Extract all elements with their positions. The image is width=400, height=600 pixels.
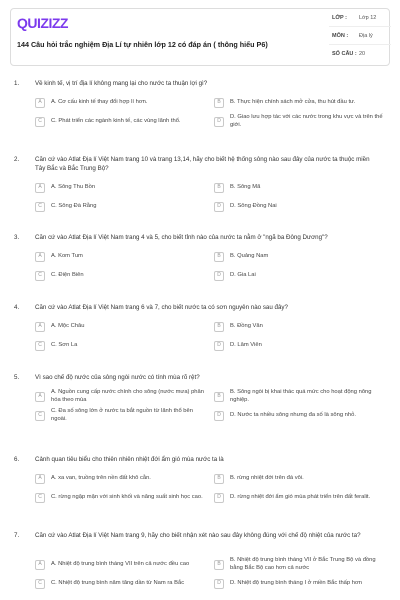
answer-text: D. Gia Lai <box>230 271 256 278</box>
question-number: 6. <box>14 456 20 463</box>
answer-text: D. Nước ta nhiều sông nhưng đa số là sông nhỏ. <box>230 411 356 418</box>
answer-text: C. Điện Biên <box>51 271 84 278</box>
answer-text: D. Lâm Viên <box>230 341 262 348</box>
answer-text: D. Sông Đồng Nai <box>230 202 277 209</box>
option-letter-box: C <box>35 411 45 421</box>
answer-grid <box>35 319 380 353</box>
answer-option-d[interactable] <box>214 114 384 129</box>
answer-text: B. rừng nhiệt đới trên đá vôi. <box>230 474 304 481</box>
question-number: 7. <box>14 532 20 539</box>
answer-text: C. Sông Đà Rằng <box>51 202 97 209</box>
meta-key: SỐ CÂU : <box>332 51 357 57</box>
answer-text: B. Thực hiện chính sách mở cửa, thu hút đầu tư. <box>230 98 356 105</box>
option-letter-box: D <box>214 493 224 503</box>
answer-option-c[interactable] <box>35 268 205 283</box>
question-text: Căn cứ vào Atlat Địa lí Việt Nam trang 10 và trang 13,14, hãy cho biết hệ thống sông nào sau đây của nước ta thuộc miền Tây Bắc và Bắc Trung Bộ? <box>35 156 370 172</box>
answer-text: C. Phát triển các ngành kinh tế, các vùng lãnh thổ. <box>51 117 181 124</box>
option-letter-box: A <box>35 392 45 402</box>
answer-option-b[interactable] <box>214 471 384 486</box>
answer-option-d[interactable] <box>214 268 384 283</box>
answer-option-b[interactable] <box>214 249 384 264</box>
answer-text: B. Sông Mã <box>230 183 261 190</box>
answer-text: D. Giao lưu hợp tác với các nước trong khu vực và trên thế giới. <box>230 114 383 128</box>
question-text: Căn cứ vào Atlat Địa lí Việt Nam trang 6 và 7, cho biết nước ta có sơn nguyên nào sau đây? <box>35 304 288 311</box>
option-letter-box: A <box>35 560 45 570</box>
answer-option-a[interactable] <box>35 95 205 110</box>
meta-value: Lớp 12 <box>359 14 377 21</box>
option-letter-box: B <box>214 183 224 193</box>
answer-option-b[interactable] <box>214 389 384 404</box>
answer-text: A. Kom Tum <box>51 252 83 259</box>
answer-text: A. Mộc Châu <box>51 322 85 329</box>
option-letter-box: C <box>35 341 45 351</box>
option-letter-box: C <box>35 493 45 503</box>
option-letter-box: C <box>35 117 45 127</box>
answer-grid <box>35 249 380 283</box>
answer-grid <box>35 471 380 505</box>
answer-text: A. Nhiệt độ trung bình tháng VII trên cả nước đều cao <box>51 560 190 567</box>
option-letter-box: B <box>214 560 224 570</box>
meta-value: 20 <box>359 51 366 57</box>
question-text: Căn cứ vào Atlat Địa lí Việt Nam trang 4 và 5, cho biết tỉnh nào của nước ta nằm ở "ngã ba Đông Dương"? <box>35 234 328 241</box>
answer-text: C. Sơn La <box>51 341 78 348</box>
answer-option-b[interactable] <box>214 95 384 110</box>
question-number: 3. <box>14 234 20 241</box>
answer-option-a[interactable] <box>35 180 205 195</box>
answer-option-d[interactable] <box>214 199 384 214</box>
answer-option-c[interactable] <box>35 338 205 353</box>
question-number: 4. <box>14 304 20 311</box>
answer-grid <box>35 95 383 129</box>
question-number: 2. <box>14 156 20 163</box>
answer-option-d[interactable] <box>214 490 384 505</box>
meta-value: Địa lý <box>359 32 373 39</box>
option-letter-box: D <box>214 411 224 421</box>
answer-option-d[interactable] <box>214 408 384 423</box>
option-letter-box: B <box>214 392 224 402</box>
answer-option-b[interactable] <box>214 319 384 334</box>
quizizz-logo: QUIZIZZ <box>17 15 68 31</box>
answer-text: B. Sông ngòi bị khai thác quá mức cho hoạt động nông nghiệp. <box>230 389 372 403</box>
option-letter-box: A <box>35 252 45 262</box>
answer-text: D. rừng nhiệt đới ẩm gió mùa phát triển trên đất feralit. <box>230 493 371 500</box>
page-title: 144 Câu hỏi trắc nghiệm Địa Lí tự nhiên lớp 12 có đáp án ( thông hiểu P6) <box>17 40 268 49</box>
answer-text: C. rừng ngập mặn với sinh khối và năng suất sinh học cao. <box>51 493 203 500</box>
answer-text: B. Quảng Nam <box>230 252 269 259</box>
answer-text: A. xa van, truồng trên nền đất khô cằn. <box>51 474 151 481</box>
answer-option-b[interactable] <box>214 180 384 195</box>
option-letter-box: D <box>214 202 224 212</box>
answer-option-c[interactable] <box>35 576 205 591</box>
answer-text: C. Đa số sông lớn ở nước ta bắt nguồn từ lãnh thổ bên ngoài. <box>51 408 193 422</box>
question-text: Về kinh tế, vị trí địa lí không mang lại cho nước ta thuận lợi gì? <box>35 80 208 87</box>
question-number: 5. <box>14 374 20 381</box>
answer-grid <box>35 180 380 214</box>
option-letter-box: B <box>214 252 224 262</box>
question-text: Căn cứ vào Atlat Địa lí Việt Nam trang 9, hãy cho biết nhận xét nào sau đây không đúng với chế độ nhiệt của nước ta? <box>35 532 361 539</box>
option-letter-box: A <box>35 98 45 108</box>
question-number: 1. <box>14 80 20 87</box>
answer-option-d[interactable] <box>214 576 384 591</box>
option-letter-box: A <box>35 474 45 484</box>
meta-row-subject <box>329 27 391 45</box>
question-text: Cảnh quan tiêu biểu cho thiên nhiên nhiệt đới ẩm gió mùa nước ta là <box>35 456 224 463</box>
answer-text: A. Nguồn cung cấp nước chính cho sông (nước mưa) phân hóa theo mùa <box>51 389 204 403</box>
option-letter-box: D <box>214 117 224 127</box>
answer-grid <box>35 557 380 591</box>
answer-text: D. Nhiệt độ trung bình tháng I ở miền Bắc thấp hơn <box>230 579 362 586</box>
option-letter-box: D <box>214 579 224 589</box>
answer-option-a[interactable] <box>35 557 205 572</box>
answer-option-a[interactable] <box>35 319 205 334</box>
meta-row-grade <box>329 9 391 27</box>
answer-text: B. Đồng Văn <box>230 322 263 329</box>
answer-option-c[interactable] <box>35 199 205 214</box>
meta-box <box>329 9 391 65</box>
answer-text: C. Nhiệt độ trung bình năm tăng dần từ Nam ra Bắc <box>51 579 185 586</box>
answer-option-c[interactable] <box>35 114 205 129</box>
answer-text: A. Cơ cấu kinh tế thay đổi hợp lí hơn. <box>51 98 148 105</box>
answer-grid <box>35 389 380 423</box>
meta-key: MÔN : <box>332 32 349 39</box>
option-letter-box: D <box>214 271 224 281</box>
option-letter-box: A <box>35 322 45 332</box>
answer-text: A. Sông Thu Bồn <box>51 183 96 190</box>
option-letter-box: B <box>214 322 224 332</box>
question-text: Vì sao chế độ nước của sông ngòi nước có tính mùa rõ rệt? <box>35 374 200 381</box>
answer-option-c[interactable] <box>35 408 205 423</box>
document-header <box>10 8 390 66</box>
option-letter-box: C <box>35 271 45 281</box>
option-letter-box: C <box>35 579 45 589</box>
option-letter-box: B <box>214 474 224 484</box>
answer-option-a[interactable] <box>35 471 205 486</box>
answer-text: B. Nhiệt độ trung bình tháng VII ở Bắc Trung Bộ và đồng bằng Bắc Bộ cao hơn cả nước <box>230 557 376 571</box>
meta-key: LỚP : <box>332 14 347 21</box>
answer-option-a[interactable] <box>35 249 205 264</box>
option-letter-box: D <box>214 341 224 351</box>
option-letter-box: A <box>35 183 45 193</box>
answer-option-b[interactable] <box>214 557 384 572</box>
meta-row-count <box>329 45 391 63</box>
answer-option-a[interactable] <box>35 389 205 404</box>
option-letter-box: B <box>214 98 224 108</box>
answer-option-c[interactable] <box>35 490 205 505</box>
option-letter-box: C <box>35 202 45 212</box>
answer-option-d[interactable] <box>214 338 384 353</box>
